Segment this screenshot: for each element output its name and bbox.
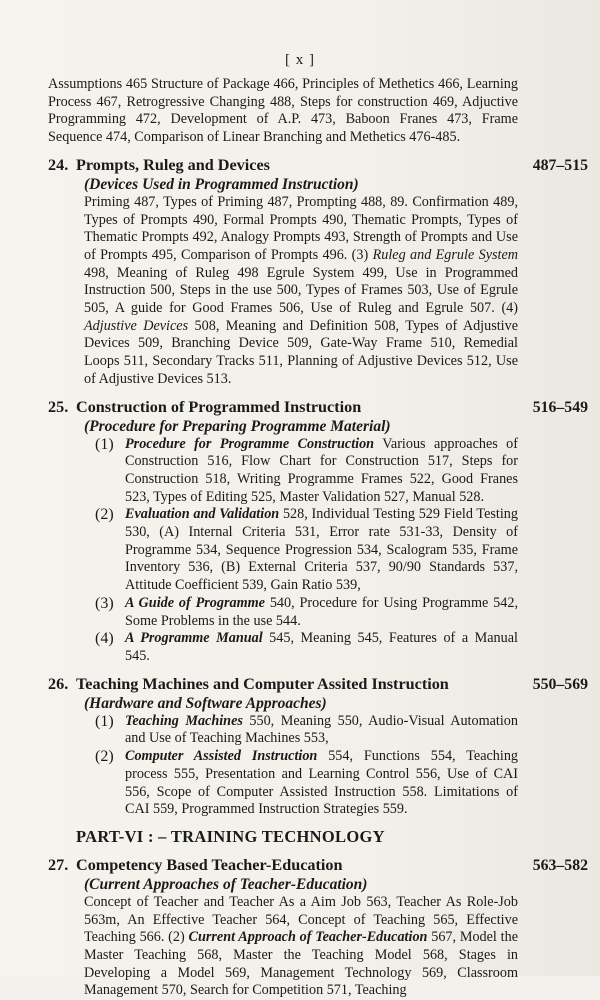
entry-26-title: Teaching Machines and Computer Assited Instruction <box>76 674 449 693</box>
entry-25-pages: 516–549 <box>532 398 588 416</box>
entry-27-title: Competency Based Teacher-Education <box>76 855 343 874</box>
list-item: (3) A Guide of Programme 540, Procedure for Using Programme 542, Some Problems in the use 544. <box>95 594 518 629</box>
entry-26-pages: 550–569 <box>532 675 588 693</box>
entry-24-number: 24. <box>48 155 69 174</box>
entry-25-heading <box>48 397 588 417</box>
entry-27-subtitle: (Current Approaches of Teacher-Education) <box>84 875 368 893</box>
entry-25-number: 25. <box>48 397 69 416</box>
list-item: (4) A Programme Manual 545, Meaning 545, Features of a Manual 545. <box>95 630 518 664</box>
entry-27-body: Concept of Teacher and Teacher As a Aim Job 563, Teacher As Role-Job 563m, An Effective Teacher 564, Concept of Teaching 565, Effective Teaching 566. (2) Current Approach of Teacher-Education 567, Model the Master Teaching 568, Master the Teaching Model 568, Stages in Developing a Model 569, Management Technology 569, Classroom Management 570, Search for Competition 571, Teaching <box>84 893 518 999</box>
intro-paragraph: Assumptions 465 Structure of Package 466, Principles of Methetics 466, Learning Process 467, Retrogressive Changing 488, Steps for construction 469, Adjuctive Programming 472, Development of A.P. 473, Baboon Franes 473, Frame Sequence 474, Comparison of Linear Branching and Methetics 476-485. <box>48 76 518 146</box>
entry-24-pages: 487–515 <box>532 156 588 174</box>
entry-24-body: Priming 487, Types of Priming 487, Prompting 488, 89. Confirmation 489, Types of Prompts 490, Formal Prompts 490, Thematic Prompts, Types of Thematic Prompts 492, Analogy Prompts 493, Strength of Prompts and Use of Prompts 495, Comparison of Prompts 496. (3) Ruleg and Egrule System 498, Meaning of Ruleg 498 Egrule System 499, Use in Programmed Instruction 500, Steps in the use 500, Types of Frames 503, Use of Egrule 505, A guide for Good Frames 506, Use of Ruleg and Egrule 507. (4) Adjustive Devices 508, Meaning and Definition 508, Types of Adjustive Devices 509, Branching Device 509, Gate-Way Frame 510, Remedial Loops 511, Secondary Tracks 511, Planning of Adjustive Devices 512, Use of Adjustive Devices 513. <box>84 193 519 387</box>
entry-26-subtitle: (Hardware and Software Approaches) <box>84 694 327 712</box>
part-heading: PART-VI : – TRAINING TECHNOLOGY <box>76 826 385 846</box>
contents-listing <box>48 76 588 1000</box>
entry-27-pages: 563–582 <box>532 856 588 874</box>
entry-24-title: Prompts, Ruleg and Devices <box>76 155 270 174</box>
list-item: (1) Procedure for Programme Construction Various approaches of Construction 516, Flow Chart for Construction 517, Steps for Construction 518, Writing Programme Frames 522, Good Franes 523, Types of Editing 525, Master Validation 527, Manual 528. <box>95 435 518 505</box>
entry-27-number: 27. <box>48 855 69 874</box>
list-item: (2) Computer Assisted Instruction 554, Functions 554, Teaching process 555, Presentation and Learning Control 556, Use of CAI 556, Scope of Computer Assisted Instruction 558. Limitations of CAI 559, Programmed Instruction Strategies 559. <box>95 748 519 818</box>
entry-26-items <box>48 713 518 819</box>
entry-25-subtitle: (Procedure for Preparing Programme Material) <box>84 417 391 435</box>
page-folio: [ x ] <box>285 52 315 68</box>
list-item: (2) Evaluation and Validation 528, Individual Testing 529 Field Testing 530, (A) Internal Criteria 531, Error rate 531-33, Density of Programme 534, Sequence Progression 534, Scalogram 535, Frame Inventory 536, (B) External Criteria 537, 90/90 Standards 537, Attitude Coefficient 539, Gain Ratio 539, <box>95 506 518 594</box>
entry-25-title: Construction of Programmed Instruction <box>76 397 362 416</box>
entry-24-subtitle: (Devices Used in Programmed Instruction) <box>84 175 359 193</box>
entry-25-items <box>48 436 518 666</box>
entry-27-heading <box>48 855 588 875</box>
entry-24-heading <box>48 155 588 175</box>
entry-26-heading <box>48 674 588 694</box>
list-item: (1) Teaching Machines 550, Meaning 550, Audio-Visual Automation and Use of Teaching Machines 553, <box>95 712 518 747</box>
entry-26-number: 26. <box>48 674 69 693</box>
